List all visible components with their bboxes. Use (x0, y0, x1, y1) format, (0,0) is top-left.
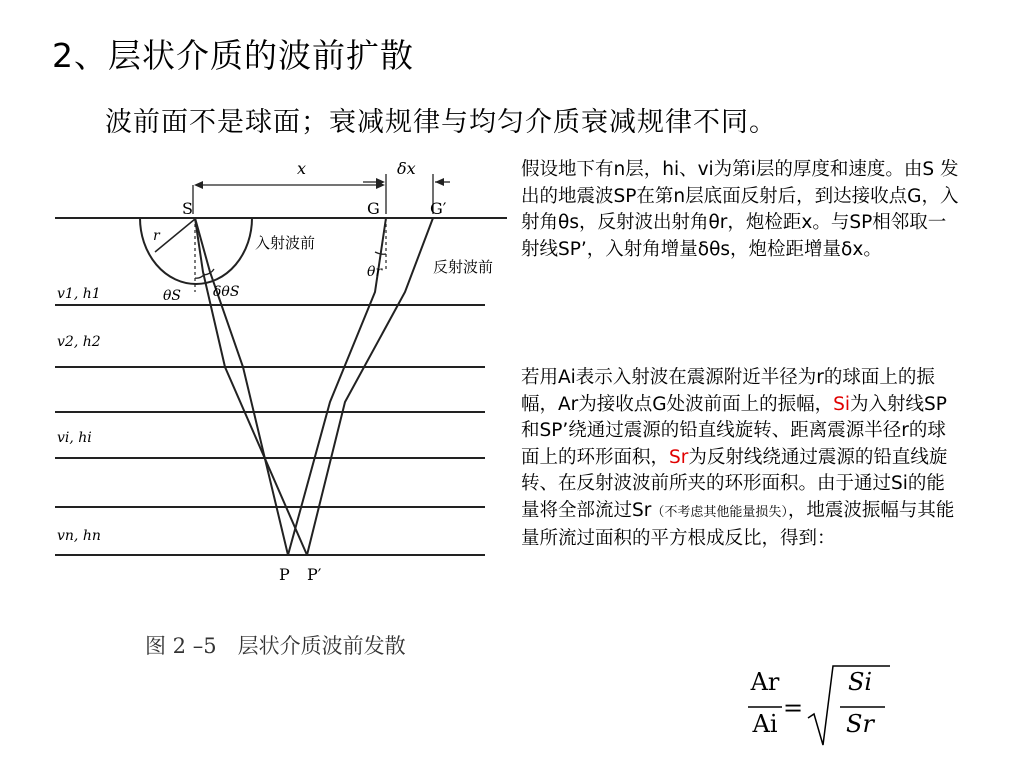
paragraph-text: ，地震波振幅与其能量所流过面积的平方根成反比，得到： (521, 499, 955, 549)
slide-subtitle: 波前面不是球面；衰减规律与均匀介质衰减规律不同。 (105, 107, 777, 138)
ray-SPprime-down (195, 218, 288, 555)
label-theta-s: θS (163, 288, 182, 304)
label-S: S (182, 199, 193, 218)
paragraph-definitions: 假设地下有n层，hi、vi为第i层的厚度和速度。由S 发出的地震波SP在第n层底面反射后，到达接收点G，入射角θs，反射波出射角θr，炮检距x。与SP相邻取一射线SP’，入射角增量δθs，炮检距增量δx。 (521, 159, 959, 260)
ray-SP-down (195, 218, 307, 555)
formula-lhs-numerator: Ar (750, 668, 780, 696)
layer-label-n: vn, hn (57, 528, 101, 544)
term-Sr: Sr (669, 446, 689, 468)
label-G-prime: G′ (430, 199, 447, 218)
layer-label-2: v2, h2 (57, 334, 101, 350)
paragraph-text: 为入射线SP和SP’绕通过震源的铅直线旋转、距离震源半径r的球面上的环形面积， (521, 393, 947, 468)
label-P-prime: P′ (307, 565, 322, 584)
label-incident-wavefront: 入射波前 (255, 234, 316, 252)
layer-label-1: v1, h1 (57, 286, 101, 302)
formula-equals: = (782, 694, 804, 722)
formula-rhs-numerator: Si (847, 668, 873, 696)
paragraph-text: 为反射线绕通过震源的铅直线旋转、在反射波波前所夹的环形面积。由于通过Si的能量将全部流过Sr (521, 446, 948, 521)
term-Si: Si (833, 393, 850, 415)
layered-medium-figure (45, 152, 510, 632)
label-dtheta-s: δθS (213, 284, 240, 300)
label-theta-r: θr (367, 264, 383, 280)
label-r: r (153, 228, 160, 244)
formula-rhs-denominator: Sr (846, 710, 874, 738)
layer-label-i: vi, hi (57, 430, 92, 446)
radius-r-line (155, 219, 195, 252)
paragraph-derivation (521, 365, 961, 553)
label-G: G (367, 199, 380, 218)
figure-caption: 图 2 –5 层状介质波前发散 (145, 634, 406, 658)
amplitude-formula (745, 660, 905, 750)
formula-lhs-denominator: Ai (752, 710, 778, 738)
label-P: P (279, 565, 290, 584)
label-dx: δx (397, 159, 416, 178)
slide-title: 2、层状介质的波前扩散 (52, 36, 414, 75)
label-x: x (297, 159, 307, 178)
label-reflected-wavefront: 反射波前 (433, 258, 494, 276)
paragraph-note: （不考虑其他能量损失） (651, 504, 788, 520)
paragraph-text: 若用Ai表示入射波在震源附近半径为r的球面上的振幅，Ar为接收点G处波前面上的振幅， (521, 367, 935, 415)
